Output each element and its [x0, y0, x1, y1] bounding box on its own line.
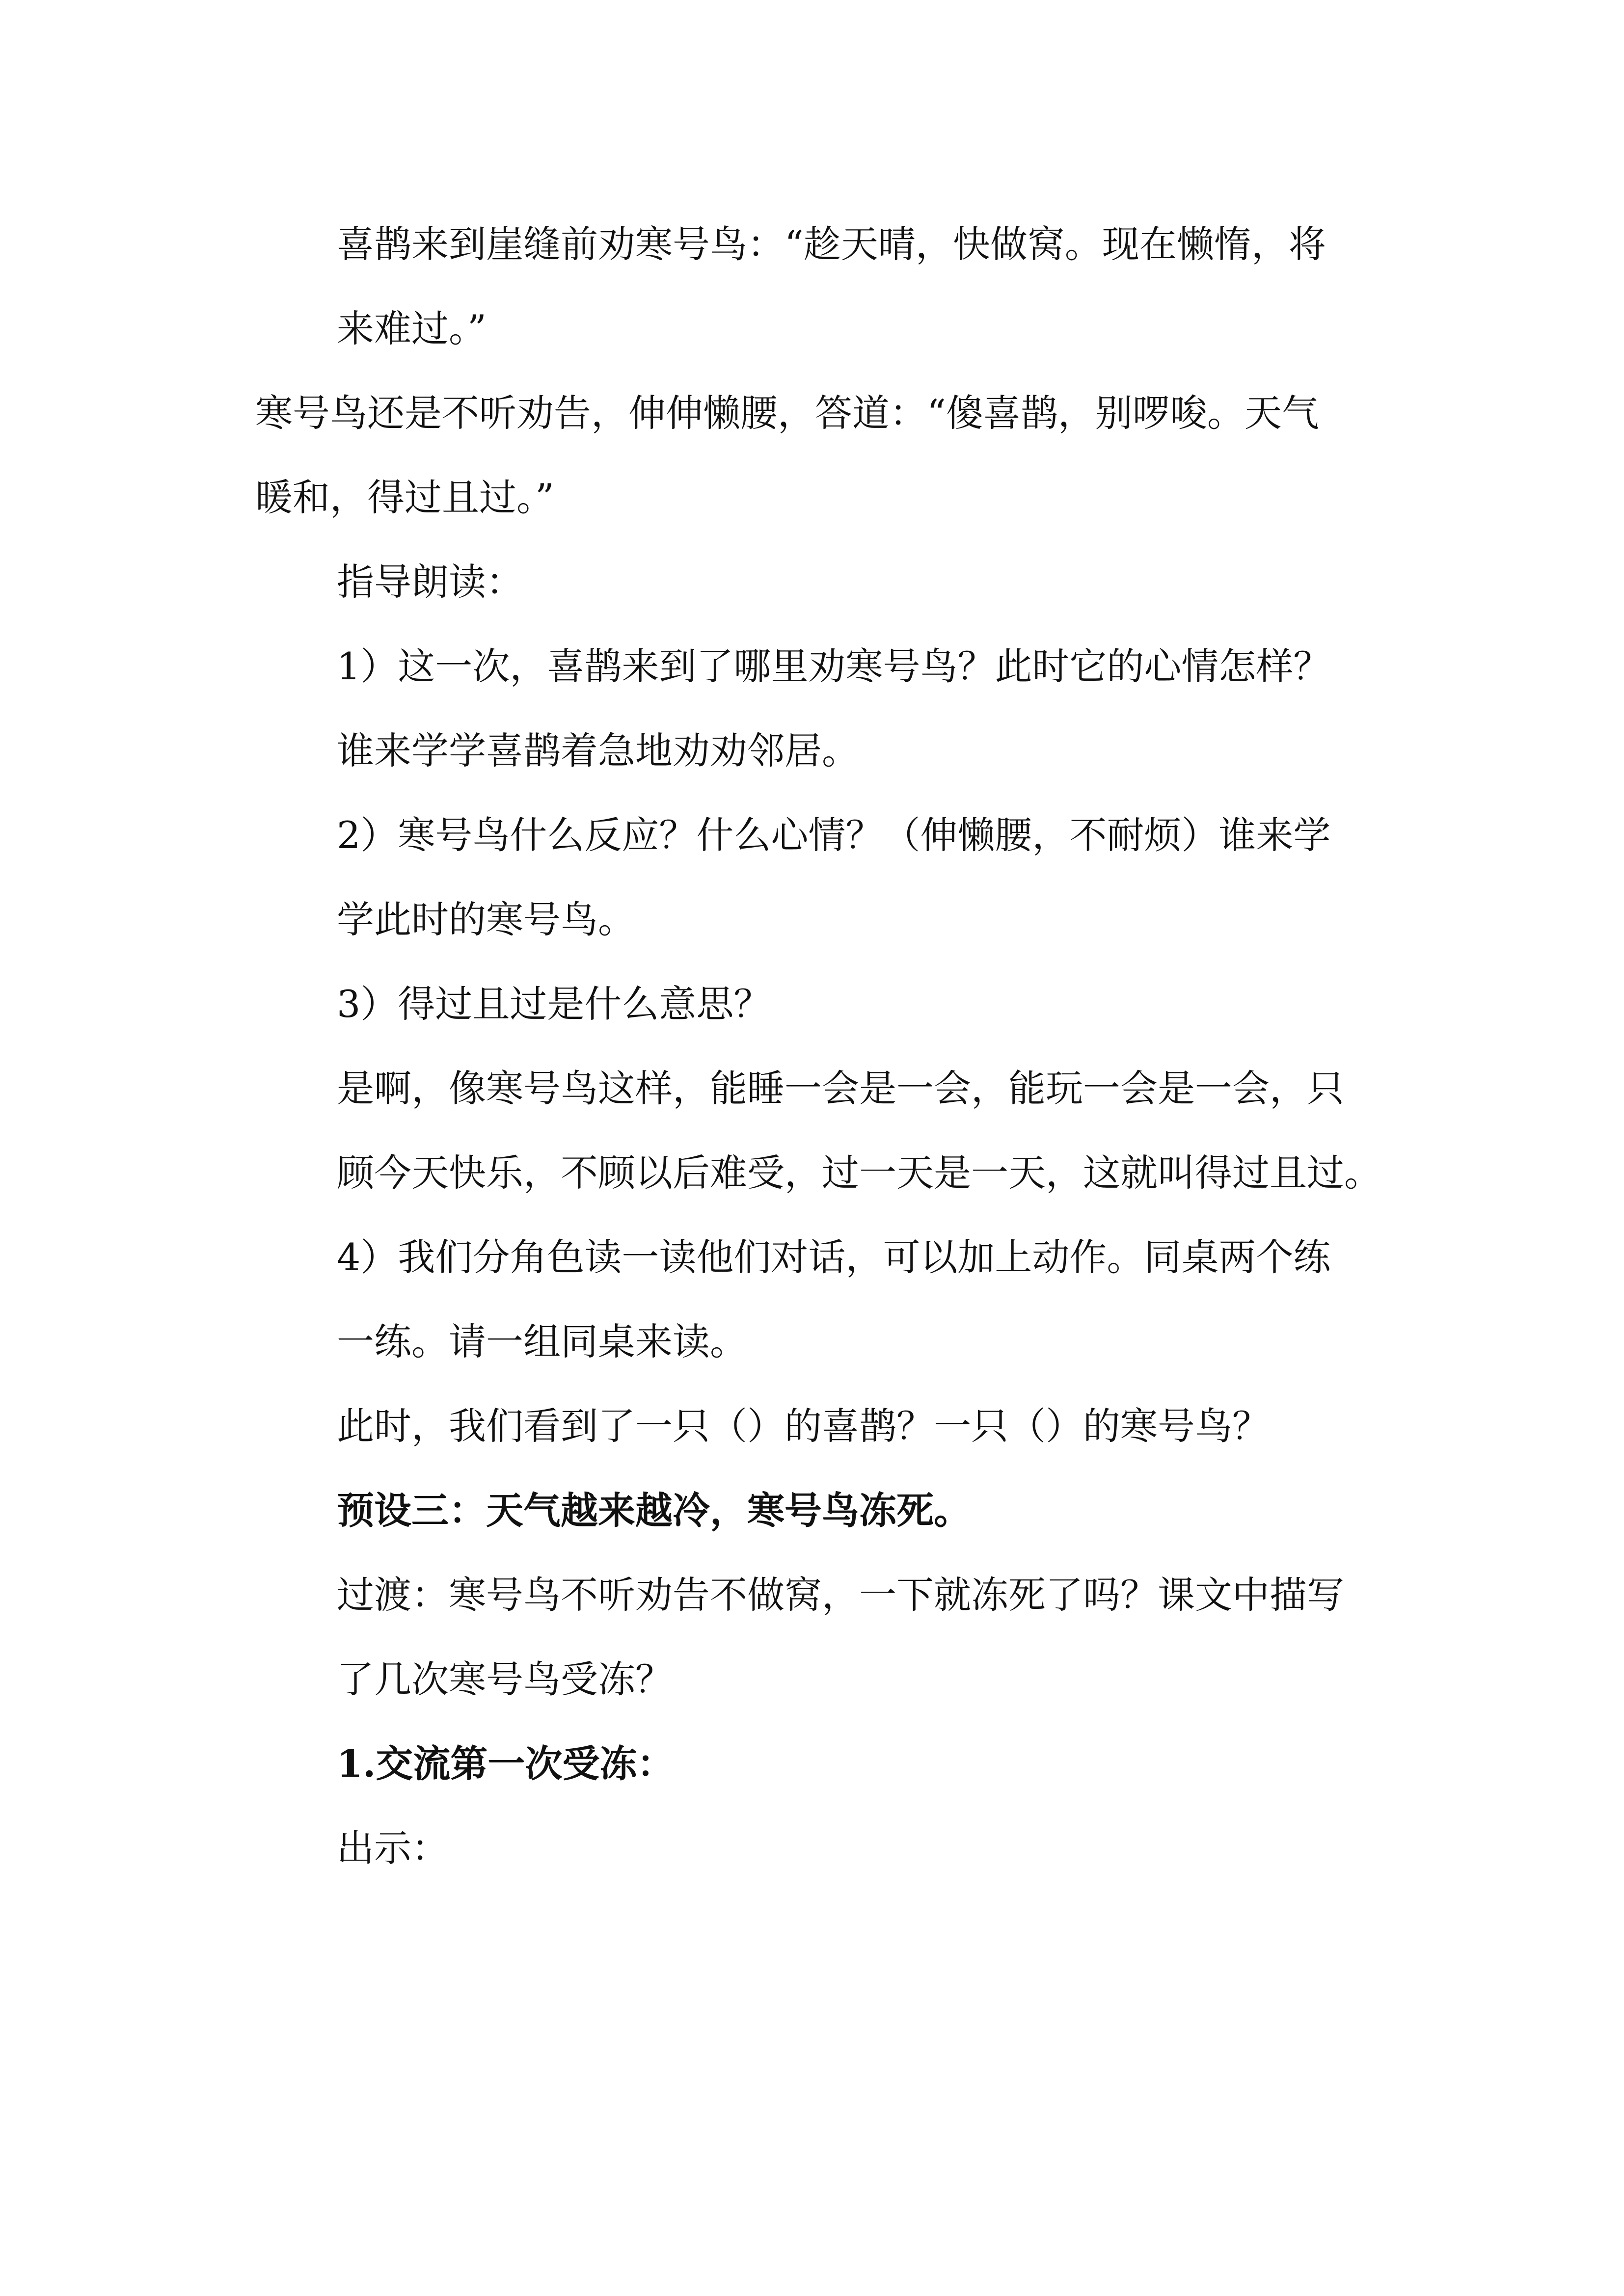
text-line: 此时，我们看到了一只（）的喜鹊？一只（）的寒号鸟？ — [337, 1404, 1270, 1448]
paragraph-bird-reply — [255, 371, 1384, 540]
paragraph-show — [255, 1806, 1384, 1891]
text-line: 4）我们分角色读一读他们对话，可以加上动作。同桌两个练 — [337, 1235, 1331, 1279]
text-line: 暖和，得过且过。” — [255, 476, 554, 519]
text-line: 一练。请一组同桌来读。 — [337, 1320, 747, 1363]
text-line: 过渡：寒号鸟不听劝告不做窝，一下就冻死了吗？课文中描写 — [337, 1573, 1344, 1617]
paragraph-reading-guide — [255, 540, 1384, 624]
text-line: 1）这一次，喜鹊来到了哪里劝寒号鸟？此时它的心情怎样？ — [337, 644, 1331, 688]
paragraph-section-heading — [255, 1722, 1384, 1806]
paragraph-transition — [255, 1553, 1384, 1722]
text-line: 顾今天快乐，不顾以后难受，过一天是一天，这就叫得过且过。 — [337, 1151, 1381, 1195]
text-line: 了几次寒号鸟受冻？ — [337, 1657, 673, 1701]
text-line: 3）得过且过是什么意思？ — [337, 982, 771, 1026]
text-line: 2）寒号鸟什么反应？什么心情？（伸懒腰，不耐烦）谁来学 — [337, 813, 1331, 857]
paragraph-question-3 — [255, 962, 1384, 1046]
text-line: 出示： — [337, 1826, 449, 1870]
text-line: 喜鹊来到崖缝前劝寒号鸟：“趁天晴，快做窝。现在懒惰，将 — [337, 222, 1326, 266]
paragraph-preset-3-heading — [255, 1468, 1384, 1553]
text-line: 是啊，像寒号鸟这样，能睡一会是一会，能玩一会是一会，只 — [337, 1067, 1344, 1110]
text-line: 寒号鸟还是不听劝告，伸伸懒腰，答道：“傻喜鹊，别啰唆。天气 — [255, 391, 1319, 435]
text-line: 1.交流第一次受冻： — [337, 1742, 675, 1786]
text-line: 指导朗读： — [337, 560, 523, 604]
paragraph-explanation — [255, 1046, 1384, 1215]
paragraph-question-4 — [255, 1215, 1384, 1384]
text-line: 学此时的寒号鸟。 — [337, 898, 635, 941]
paragraph-question-2 — [255, 793, 1384, 962]
text-line: 来难过。” — [337, 307, 487, 350]
paragraph-question-1 — [255, 624, 1384, 793]
paragraph-fill-blank — [255, 1384, 1384, 1468]
paragraph-magpie-advice — [255, 202, 1384, 371]
text-line: 预设三：天气越来越冷，寒号鸟冻死。 — [337, 1489, 971, 1532]
text-line: 谁来学学喜鹊着急地劝劝邻居。 — [337, 729, 859, 773]
